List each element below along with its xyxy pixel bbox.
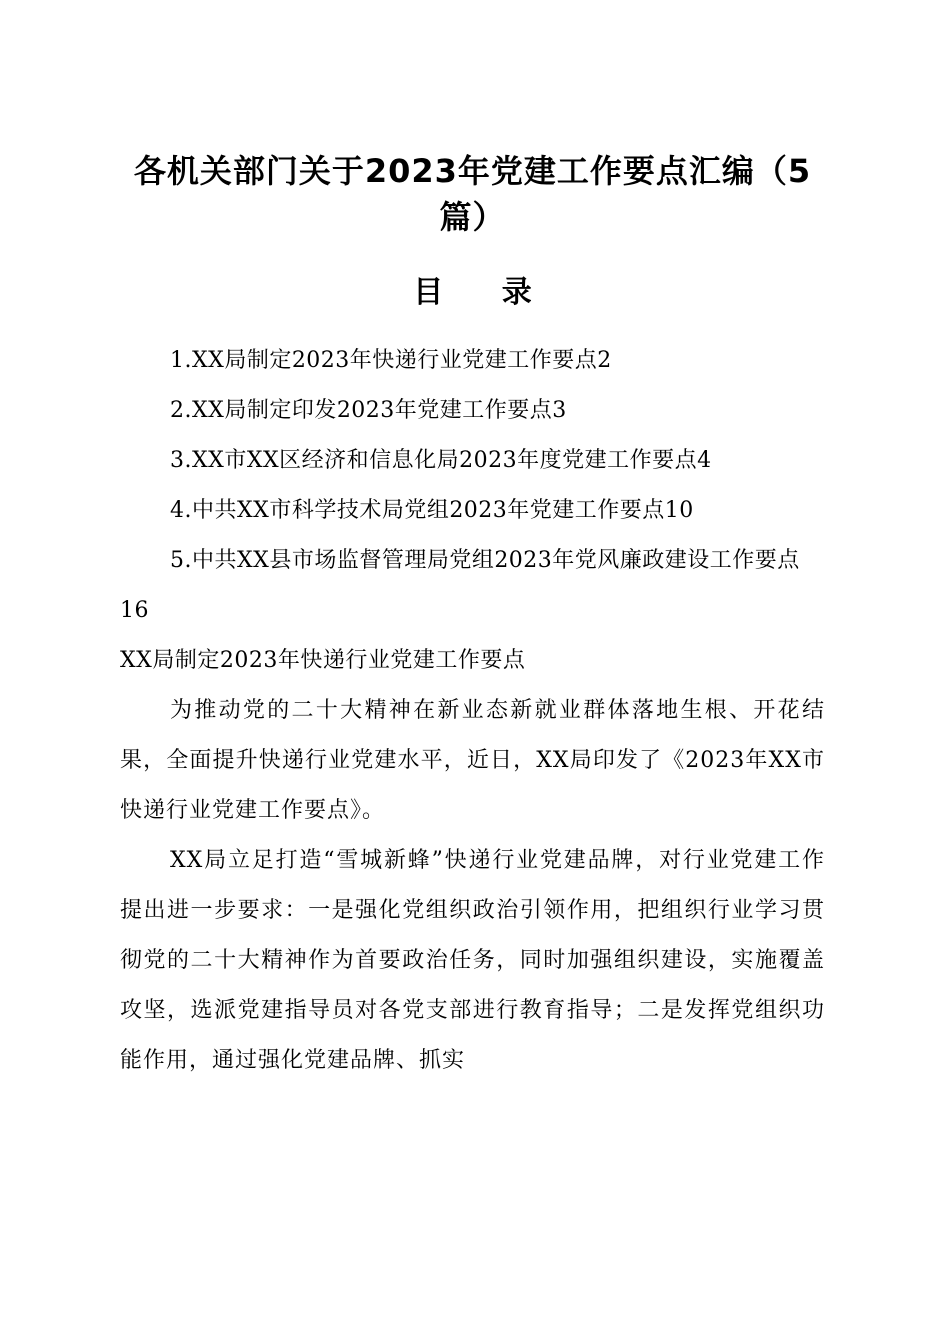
toc-heading: 目 录: [413, 275, 556, 310]
toc-item-5[interactable]: 5.中共XX县市场监督管理局党组2023年党风廉政建设工作要点16: [120, 548, 800, 623]
toc-item-4[interactable]: 4.中共XX市科学技术局党组2023年党建工作要点10: [170, 498, 694, 523]
body-paragraph-2: XX局立足打造“雪城新蜂”快递行业党建品牌，对行业党建工作提出进一步要求：一是强化党组织政治引领作用，把组织行业学习贯彻党的二十大精神作为首要政治任务，同时加强组织建设，实施覆盖攻坚，选派党建指导员对各党支部进行教育指导；二是发挥党组织功能作用，通过强化党建品牌、抓实: [120, 848, 825, 1073]
table-of-contents: [120, 336, 825, 636]
toc-item-3[interactable]: 3.XX市XX区经济和信息化局2023年度党建工作要点4: [170, 448, 712, 473]
document-body: [120, 148, 825, 1086]
body-paragraph-1: 为推动党的二十大精神在新业态新就业群体落地生根、开花结果，全面提升快递行业党建水平，近日，XX局印发了《2023年XX市快递行业党建工作要点》。: [120, 698, 825, 823]
toc-item-2[interactable]: 2.XX局制定印发2023年党建工作要点3: [170, 398, 567, 423]
toc-item-1[interactable]: 1.XX局制定2023年快递行业党建工作要点2: [170, 348, 612, 373]
article-title: XX局制定2023年快递行业党建工作要点: [120, 648, 526, 673]
document-title: 各机关部门关于2023年党建工作要点汇编（5篇）: [133, 152, 812, 236]
